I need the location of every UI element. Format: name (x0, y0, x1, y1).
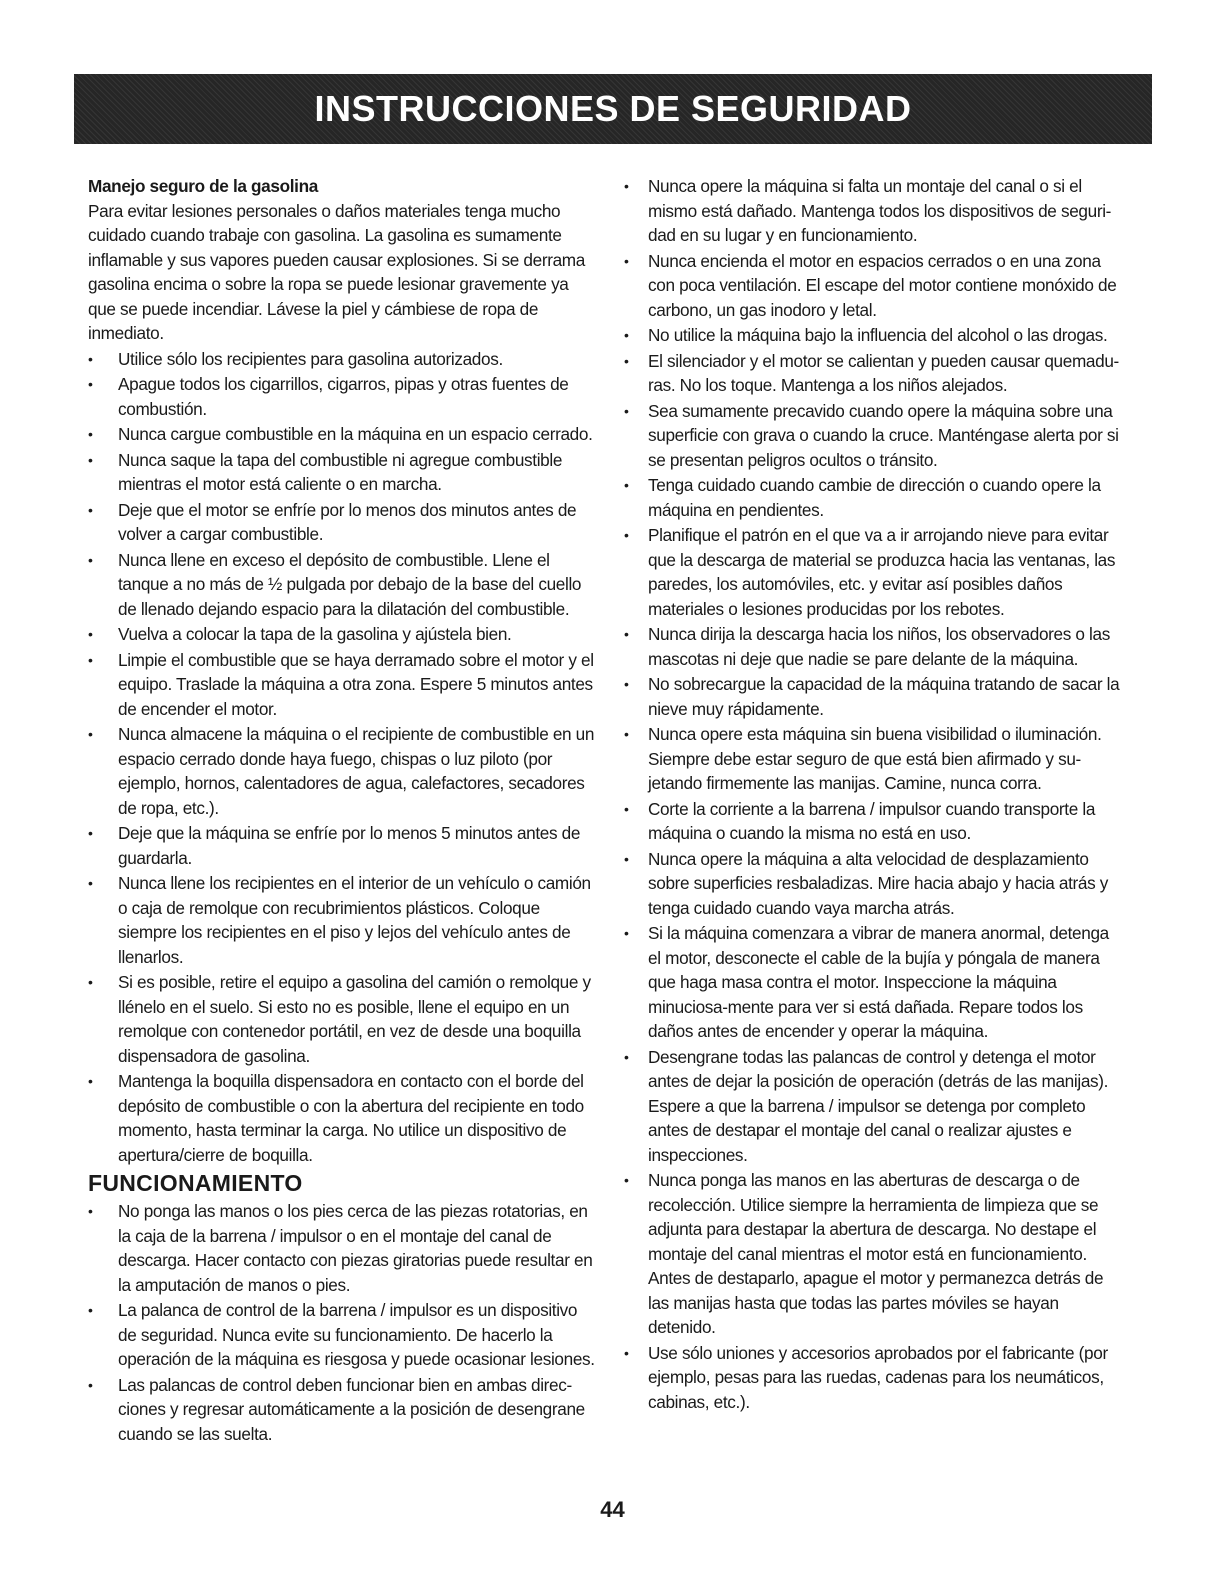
list-item: • No ponga las manos o los pies cerca de las piezas rotatorias, en la caja de la barrena / impulsor o en el montaje del canal de descarga. Hacer contacto con piezas giratorias puede resultar en la amputación de manos o pies. (88, 1199, 596, 1297)
list-item: • Use sólo uniones y accesorios aprobados por el fabricante (por ejemplo, pesas para las ruedas, cadenas para los neumáticos, cabinas, etc.). (624, 1341, 1124, 1415)
list-item: • Nunca cargue combustible en la máquina en un espacio cerrado. (88, 422, 596, 447)
list-item: • Nunca opere esta máquina sin buena visibilidad o iluminación. Siempre debe estar seguro de que está bien afirmado y su-jetando firmemente las manijas. Camine, nunca corra. (624, 722, 1124, 796)
left-column (88, 174, 596, 1447)
operation-heading: FUNCIONAMIENTO (88, 1170, 303, 1196)
list-item: • Si es posible, retire el equipo a gasolina del camión o remolque y llénelo en el suelo. Si esto no es posible, llene el equipo en un remolque con contenedor portátil, en vez de desde una boquilla dispensadora de gasolina. (88, 970, 596, 1068)
list-item: • Nunca llene los recipientes en el interior de un vehículo o camión o caja de remolque con recubrimientos plásticos. Coloque siempre los recipientes en el piso y lejos del vehículo antes de llenarlos. (88, 871, 596, 969)
list-item: • Apague todos los cigarrillos, cigarros, pipas y otras fuentes de combustión. (88, 372, 596, 421)
right-column (624, 174, 1124, 1415)
list-item: • Nunca llene en exceso el depósito de combustible. Llene el tanque a no más de ½ pulgada por debajo de la base del cuello de llenado dejando espacio para la dilatación del combustible. (88, 548, 596, 622)
list-item: • Sea sumamente precavido cuando opere la máquina sobre una superficie con grava o cuando la cruce. Manténgase alerta por si se presentan peligros ocultos o tránsito. (624, 399, 1124, 473)
list-item: • Deje que el motor se enfríe por lo menos dos minutos antes de volver a cargar combustible. (88, 498, 596, 547)
page-title: INSTRUCCIONES DE SEGURIDAD (314, 88, 912, 129)
operation-list-right (624, 174, 1124, 1414)
list-item: • No sobrecargue la capacidad de la máquina tratando de sacar la nieve muy rápidamente. (624, 672, 1124, 721)
list-item: • Nunca encienda el motor en espacios cerrados o en una zona con poca ventilación. El escape del motor contiene monóxido de carbono, un gas inodoro y letal. (624, 249, 1124, 323)
list-item: • Mantenga la boquilla dispensadora en contacto con el borde del depósito de combustible o con la abertura del recipiente en todo momento, hasta terminar la carga. No utilice un dispositivo de apertura/cierre de boquilla. (88, 1069, 596, 1167)
list-item: • Nunca saque la tapa del combustible ni agregue combustible mientras el motor está caliente o en marcha. (88, 448, 596, 497)
operation-list-left (88, 1199, 596, 1446)
page-number: 44 (600, 1497, 625, 1522)
list-item: • Planifique el patrón en el que va a ir arrojando nieve para evitar que la descarga de material se produzca hacia las ventanas, las paredes, los automóviles, etc. y evitar así posibles daños materiales o lesiones producidas por los rebotes. (624, 523, 1124, 621)
list-item: • La palanca de control de la barrena / impulsor es un dispositivo de seguridad. Nunca evite su funcionamiento. De hacerlo la operación de la máquina es riesgosa y puede ocasionar lesiones. (88, 1298, 596, 1372)
list-item: • Nunca opere la máquina a alta velocidad de desplazamiento sobre superficies resbaladizas. Mire hacia abajo y hacia atrás y tenga cuidado cuando vaya marcha atrás. (624, 847, 1124, 921)
list-item: • Corte la corriente a la barrena / impulsor cuando transporte la máquina o cuando la misma no está en uso. (624, 797, 1124, 846)
fuel-list (88, 347, 596, 1168)
fuel-heading: Manejo seguro de la gasolina (88, 176, 318, 196)
list-item: • Las palancas de control deben funcionar bien en ambas direc-ciones y regresar automáticamente a la posición de desengrane cuando se las suelta. (88, 1373, 596, 1447)
list-item: • El silenciador y el motor se calientan y pueden causar quemadu-ras. No los toque. Mantenga a los niños alejados. (624, 349, 1124, 398)
list-item: • Nunca dirija la descarga hacia los niños, los observadores o las mascotas ni deje que nadie se pare delante de la máquina. (624, 622, 1124, 671)
list-item: • Nunca almacene la máquina o el recipiente de combustible en un espacio cerrado donde haya fuego, chispas o luz piloto (por ejemplo, hornos, calentadores de agua, calefactores, secadores de ropa, etc.). (88, 722, 596, 820)
list-item: • Tenga cuidado cuando cambie de dirección o cuando opere la máquina en pendientes. (624, 473, 1124, 522)
list-item: • Nunca ponga las manos en las aberturas de descarga o de recolección. Utilice siempre la herramienta de limpieza que se adjunta para destapar la abertura de descarga. No destape el montaje del canal mientras el motor está en funcionamiento. Antes de destaparlo, apague el motor y permanezca detrás de las manijas hasta que todas las partes móviles se hayan detenido. (624, 1168, 1124, 1340)
list-item: • Deje que la máquina se enfríe por lo menos 5 minutos antes de guardarla. (88, 821, 596, 870)
list-item: • Desengrane todas las palancas de control y detenga el motor antes de dejar la posición de operación (detrás de las manijas). Espere a que la barrena / impulsor se detenga por completo antes de destapar el montaje del canal o realizar ajustes e inspecciones. (624, 1045, 1124, 1168)
list-item: • Si la máquina comenzara a vibrar de manera anormal, detenga el motor, desconecte el cable de la bujía y póngala de manera que haga masa contra el motor. Inspeccione la máquina minuciosa-mente para ver si está dañada. Repare todos los daños antes de encender y operar la máquina. (624, 921, 1124, 1044)
list-item: • No utilice la máquina bajo la influencia del alcohol o las drogas. (624, 323, 1124, 348)
list-item: • Utilice sólo los recipientes para gasolina autorizados. (88, 347, 596, 372)
list-item: • Vuelva a colocar la tapa de la gasolina y ajústela bien. (88, 622, 596, 647)
list-item: • Limpie el combustible que se haya derramado sobre el motor y el equipo. Traslade la máquina a otra zona. Espere 5 minutos antes de encender el motor. (88, 648, 596, 722)
title-banner (74, 74, 1152, 144)
list-item: • Nunca opere la máquina si falta un montaje del canal o si el mismo está dañado. Mantenga todos los dispositivos de seguri-dad en su lugar y en funcionamiento. (624, 174, 1124, 248)
fuel-intro: Para evitar lesiones personales o daños materiales tenga mucho cuidado cuando trabaje con gasolina. La gasolina es sumamente inflamable y sus vapores pueden causar explosiones. Si se derrama gasolina encima o sobre la ropa se puede lesionar gravemente ya que se puede incendiar. Lávese la piel y cámbiese de ropa de inmediato. (88, 200, 585, 343)
